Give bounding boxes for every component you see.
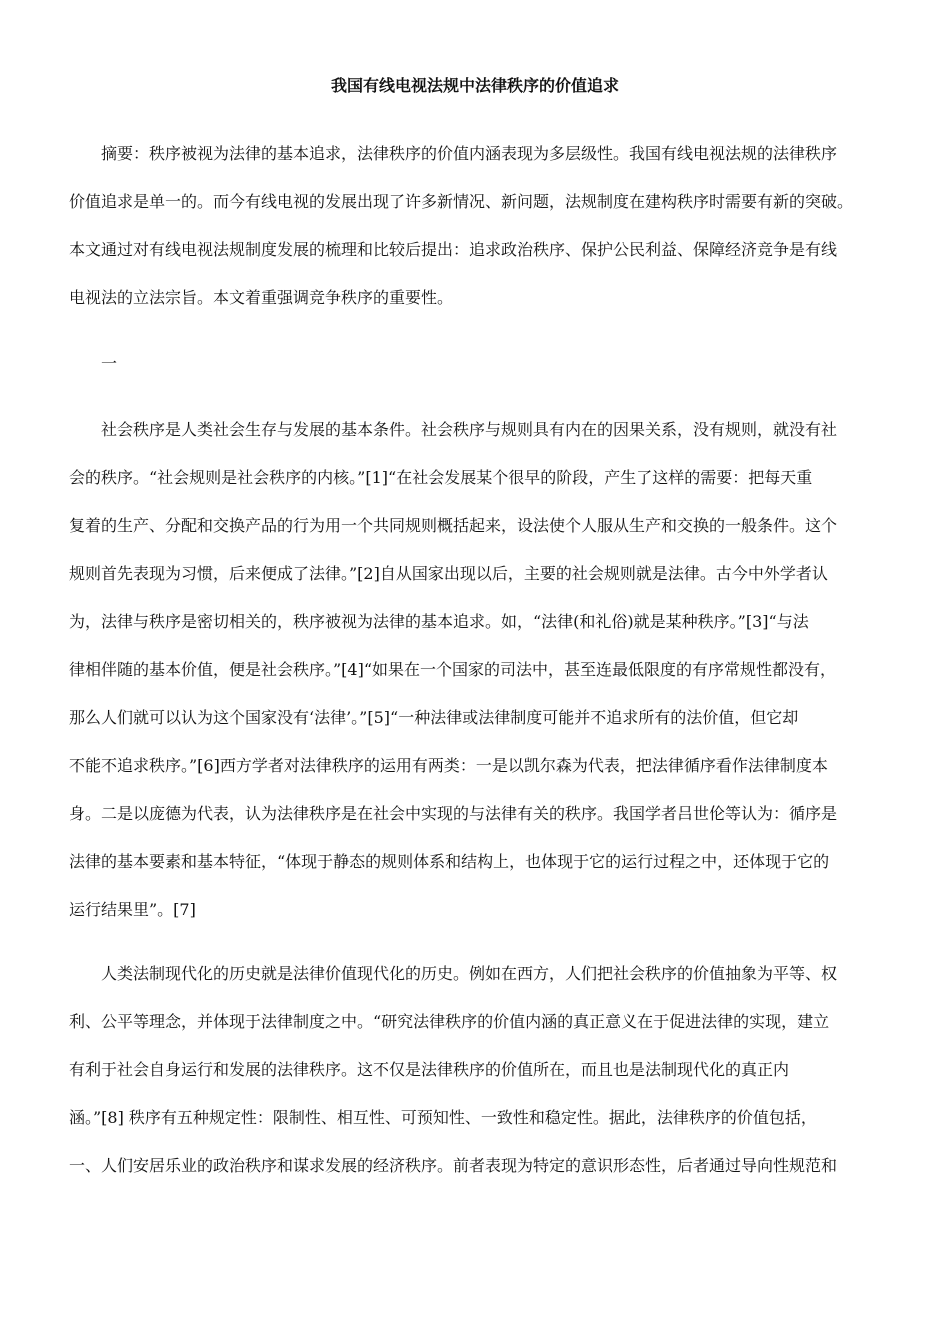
paragraph-line: 利、公平等理念，并体现于法律制度之中。“研究法律秩序的价值内涵的真正意义在于促进法律的实现，建立 [69, 1012, 830, 1031]
paragraph-line: 身。二是以庞德为代表，认为法律秩序是在社会中实现的与法律有关的秩序。我国学者吕世伦等认为：循序是 [69, 804, 838, 823]
paragraph-line: 复着的生产、分配和交换产品的行为用一个共同规则概括起来，设法使个人服从生产和交换的一般条件。这个 [69, 516, 838, 535]
abstract-line: 电视法的立法宗旨。本文着重强调竞争秩序的重要性。 [69, 288, 454, 307]
paragraph-line: 不能不追求秩序。”[6]西方学者对法律秩序的运用有两类：一是以凯尔森为代表，把法律循序看作法律制度本 [69, 756, 828, 775]
abstract-line: 摘要：秩序被视为法律的基本追求，法律秩序的价值内涵表现为多层级性。我国有线电视法规的法律秩序 [101, 144, 838, 163]
abstract-line: 本文通过对有线电视法规制度发展的梳理和比较后提出：追求政治秩序、保护公民利益、保障经济竞争是有线 [69, 240, 838, 259]
section-heading: 一 [101, 354, 118, 373]
paragraph-line: 一、人们安居乐业的政治秩序和谋求发展的经济秩序。前者表现为特定的意识形态性，后者通过导向性规范和 [69, 1156, 838, 1175]
paragraph-line: 规则首先表现为习惯，后来便成了法律。”[2]自从国家出现以后，主要的社会规则就是法律。古今中外学者认 [69, 564, 828, 583]
paragraph-line: 社会秩序是人类社会生存与发展的基本条件。社会秩序与规则具有内在的因果关系，没有规则，就没有社 [101, 420, 838, 439]
paragraph-line: 涵。”[8] 秩序有五种规定性：限制性、相互性、可预知性、一致性和稳定性。据此，法律秩序的价值包括， [69, 1108, 817, 1127]
paragraph-line: 有利于社会自身运行和发展的法律秩序。这不仅是法律秩序的价值所在，而且也是法制现代化的真正内 [69, 1060, 790, 1079]
paragraph-line: 法律的基本要素和基本特征，“体现于静态的规则体系和结构上，也体现于它的运行过程之中，还体现于它的 [69, 852, 830, 871]
paragraph-line: 那么人们就可以认为这个国家没有‘法律’。”[5]“一种法律或法律制度可能并不追求所有的法价值，但它却 [69, 708, 799, 727]
paragraph-line: 会的秩序。“社会规则是社会秩序的内核。”[1]“在社会发展某个很早的阶段，产生了这样的需要：把每天重 [69, 468, 813, 487]
paragraph-line: 人类法制现代化的历史就是法律价值现代化的历史。例如在西方，人们把社会秩序的价值抽象为平等、权 [101, 964, 838, 983]
document-title: 我国有线电视法规中法律秩序的价值追求 [330, 76, 619, 95]
paragraph-line: 律相伴随的基本价值，便是社会秩序。”[4]“如果在一个国家的司法中，甚至连最低限度的有序常规性都没有， [69, 660, 837, 679]
abstract-line: 价值追求是单一的。而今有线电视的发展出现了许多新情况、新问题，法规制度在建构秩序时需要有新的突破。 [69, 192, 854, 211]
paragraph-line: 为，法律与秩序是密切相关的，秩序被视为法律的基本追求。如，“法律(和礼俗)就是某种秩序。”[3]“与法 [69, 612, 809, 631]
paragraph-line: 运行结果里”。[7] [69, 900, 196, 919]
